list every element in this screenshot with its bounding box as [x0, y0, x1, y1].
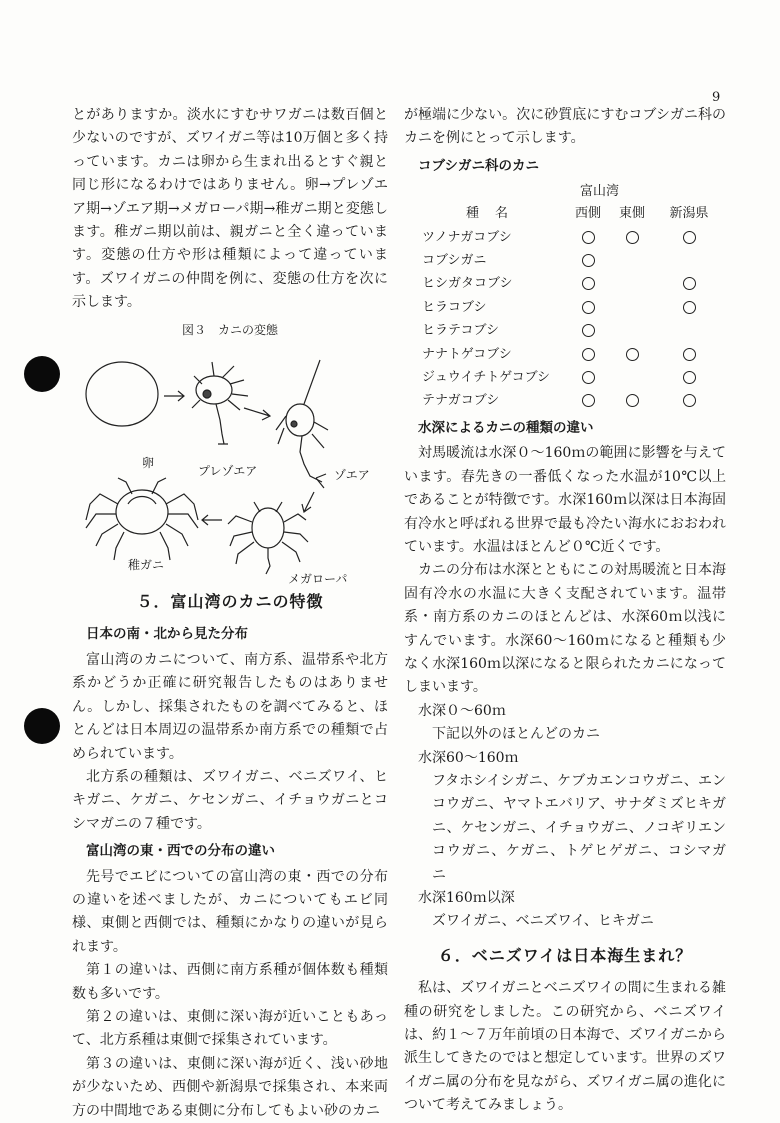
paragraph: 北方系の種類は、ズワイガニ、ベニズワイ、ヒキガニ、ケガニ、ケセンガニ、イチョウガニとコシマガニの７種です。: [72, 768, 388, 832]
figure-label-prezoea: プレゾエア: [198, 464, 258, 479]
presence-circle-icon: [582, 231, 595, 244]
crab-distribution-table: [404, 182, 726, 413]
depth-label: 水深160ｍ以深: [418, 890, 515, 906]
presence-cell-west: [566, 366, 610, 389]
binder-hole: [24, 708, 60, 744]
paragraph: カニの分布は水深とともにこの対馬暖流と日本海固有冷水の水温に大きく支配されています。温帯系・南方系のカニのほとんどは、水深60ｍ以浅にすんでいます。水深60～160ｍになると種類も少なく水深160ｍ以深になると限られたカニになってしまいます。: [404, 562, 726, 696]
presence-cell-east: [610, 226, 654, 249]
presence-cell-east: [610, 249, 654, 272]
paragraph: 第３の違いは、東側に深い海が近く、浅い砂地が少ないため、西側や新潟県で採集され、本来両方の中間地である東側に分布してもよい砂のカニ: [72, 1055, 388, 1119]
subheading: 富山湾の東・西での分布の違い: [86, 843, 275, 860]
presence-cell-west: [566, 389, 610, 412]
paragraph: 私は、ズワイガニとベニズワイの間に生まれる雑種の研究をしました。この研究から、ベニズワイは、約１～７万年前頃の日本海で、ズワイガニから派生してきたのではと想定しています。世界のズワイガニ属の分布を見ながら、ズワイガニ属の進化について考えてみましょう。: [404, 980, 726, 1114]
species-name: ジュウイチトゲコブシ: [422, 370, 551, 386]
presence-cell-niigata: [654, 272, 724, 295]
table-row: [404, 249, 724, 272]
figure-caption: 図３ カニの変態: [181, 322, 278, 337]
presence-circle-icon: [582, 371, 595, 384]
table-row: [404, 296, 724, 319]
presence-cell-west: [566, 343, 610, 366]
presence-cell-east: [610, 319, 654, 342]
table-row: [404, 343, 724, 366]
arrow: [244, 408, 270, 420]
right-column: [404, 104, 726, 1118]
figure-label-juvenile: 稚ガニ: [128, 558, 165, 573]
species-name: ヒシガタコブシ: [422, 276, 513, 292]
presence-cell-east: [610, 389, 654, 412]
metamorphosis-figure: [72, 344, 388, 587]
presence-circle-icon: [626, 394, 639, 407]
column-header-east: 東側: [618, 206, 645, 222]
paragraph: とがありますか。淡水にすむサワガニは数百個と少ないのですが、ズワイガニ等は10万個と多く持っています。カニは卵から生まれ出るとすぐ親と同じ形になるわけではありません。卵→プレゾエア期→ゾエア期→メガローパ期→稚ガニ期と変態します。稚ガニ期以前は、親ガニと全く違っています。変態の仕方や形は種類によって違っています。ズワイガニの仲間を例に、変態の仕方を次に示します。: [72, 107, 388, 311]
presence-cell-niigata: [654, 319, 724, 342]
paragraph: 富山湾のカニについて、南方系、温帯系や北方系かどうか正確に研究報告したものはありません。しかし、採集されたものを調べてみると、ほとんどは日本周辺の温帯系か南方系での種類で占められています。: [72, 651, 388, 762]
presence-cell-west: [566, 296, 610, 319]
arrow: [302, 492, 314, 512]
presence-circle-icon: [626, 348, 639, 361]
presence-cell-west: [566, 249, 610, 272]
presence-cell-east: [610, 272, 654, 295]
egg-drawing: [86, 362, 158, 426]
zoea-drawing: [276, 360, 328, 488]
table-row: [404, 366, 724, 389]
presence-circle-icon: [582, 394, 595, 407]
section-title: ６．ベニズワイは日本海生まれ？: [437, 945, 693, 965]
depth-label: 水深60～160ｍ: [418, 749, 519, 766]
presence-circle-icon: [582, 254, 595, 267]
presence-circle-icon: [683, 371, 696, 384]
figure-label-zoea: ゾエア: [334, 468, 370, 483]
presence-circle-icon: [683, 348, 696, 361]
presence-cell-east: [610, 296, 654, 319]
presence-cell-niigata: [654, 296, 724, 319]
paragraph: 先号でエビについての富山湾の東・西での分布の違いを述べましたが、カニについてもエビ同様、東側と西側では、種類にかなりの違いが見られます。: [72, 868, 388, 955]
presence-cell-niigata: [654, 366, 724, 389]
presence-cell-east: [610, 366, 654, 389]
depth-species: フタホシイシガニ、ケブカエンコウガニ、エンコウガニ、ヤマトエバリア、サナダミズヒキガニ、ケセンガニ、イチョウガニ、ノコギリエンコウガニ、ケガニ、トゲヒゲガニ、コシマガニ: [432, 772, 726, 883]
prezoea-drawing: [192, 362, 248, 444]
figure-label-megalopa: メガローパ: [288, 572, 348, 587]
subheading: 日本の南・北から見た分布: [86, 626, 248, 643]
presence-circle-icon: [683, 231, 696, 244]
table-row: [404, 389, 724, 412]
presence-cell-niigata: [654, 249, 724, 272]
presence-circle-icon: [683, 277, 696, 290]
table-title: コブシガニ科のカニ: [418, 157, 539, 174]
presence-cell-east: [610, 343, 654, 366]
depth-label: 水深０～60ｍ: [418, 702, 506, 719]
subheading: 水深によるカニの種類の違い: [418, 419, 594, 436]
depth-species: 下記以外のほとんどのカニ: [432, 726, 600, 743]
arrow: [164, 391, 184, 401]
juvenile-crab-drawing: [86, 478, 198, 560]
presence-circle-icon: [582, 324, 595, 337]
species-name: コブシガニ: [422, 253, 487, 269]
paragraph: 対馬暖流は水深０～160ｍの範囲に影響を与えています。春先きの一番低くなった水温が10℃以上であることが特徴です。水深160ｍ以深は日本海固有冷水と呼ばれる世界で最も冷たい海水におおわれています。水温はほとんど０℃近くです。: [404, 445, 726, 555]
species-name: ヒラテコブシ: [422, 323, 499, 339]
depth-species: ズワイガニ、ベニズワイ、ヒキガニ: [432, 913, 654, 930]
page-number: 9: [712, 90, 721, 105]
paragraph: 第２の違いは、東側に深い海が近いこともあって、北方系種は東側で採集されています。: [72, 1008, 388, 1049]
presence-circle-icon: [582, 301, 595, 314]
species-name: ナナトゲコブシ: [422, 346, 512, 362]
presence-circle-icon: [626, 231, 639, 244]
arrow: [202, 515, 222, 525]
presence-circle-icon: [582, 277, 595, 290]
presence-cell-west: [566, 226, 610, 249]
presence-circle-icon: [683, 394, 696, 407]
species-name: ツノナガコブシ: [422, 229, 512, 245]
presence-cell-niigata: [654, 343, 724, 366]
species-name: ヒラコブシ: [422, 299, 487, 315]
presence-circle-icon: [683, 301, 696, 314]
column-header-name: 種名: [465, 206, 524, 222]
species-name: テナガコブシ: [422, 393, 500, 409]
paragraph: が極端に少ない。次に砂質底にすむコブシガニ科のカニを例にとって示します。: [404, 107, 726, 147]
presence-cell-niigata: [654, 226, 724, 249]
table-row: [404, 319, 724, 342]
left-column: [72, 104, 388, 1123]
table-row: [404, 272, 724, 295]
column-header-west: 西側: [574, 206, 601, 222]
paragraph: 第１の違いは、西側に南方系種が個体数も種類数も多いです。: [72, 962, 388, 1002]
presence-cell-niigata: [654, 389, 724, 412]
section-title: ５．富山湾のカニの特徴: [136, 592, 324, 612]
megalopa-drawing: [228, 502, 308, 574]
presence-cell-west: [566, 272, 610, 295]
table-row: [404, 226, 724, 249]
table-group-header: 富山湾: [580, 184, 620, 200]
column-header-niigata: 新潟県: [669, 206, 709, 222]
figure-label-egg: 卵: [142, 456, 155, 471]
presence-circle-icon: [582, 348, 595, 361]
presence-cell-west: [566, 319, 610, 342]
binder-hole: [24, 356, 60, 392]
